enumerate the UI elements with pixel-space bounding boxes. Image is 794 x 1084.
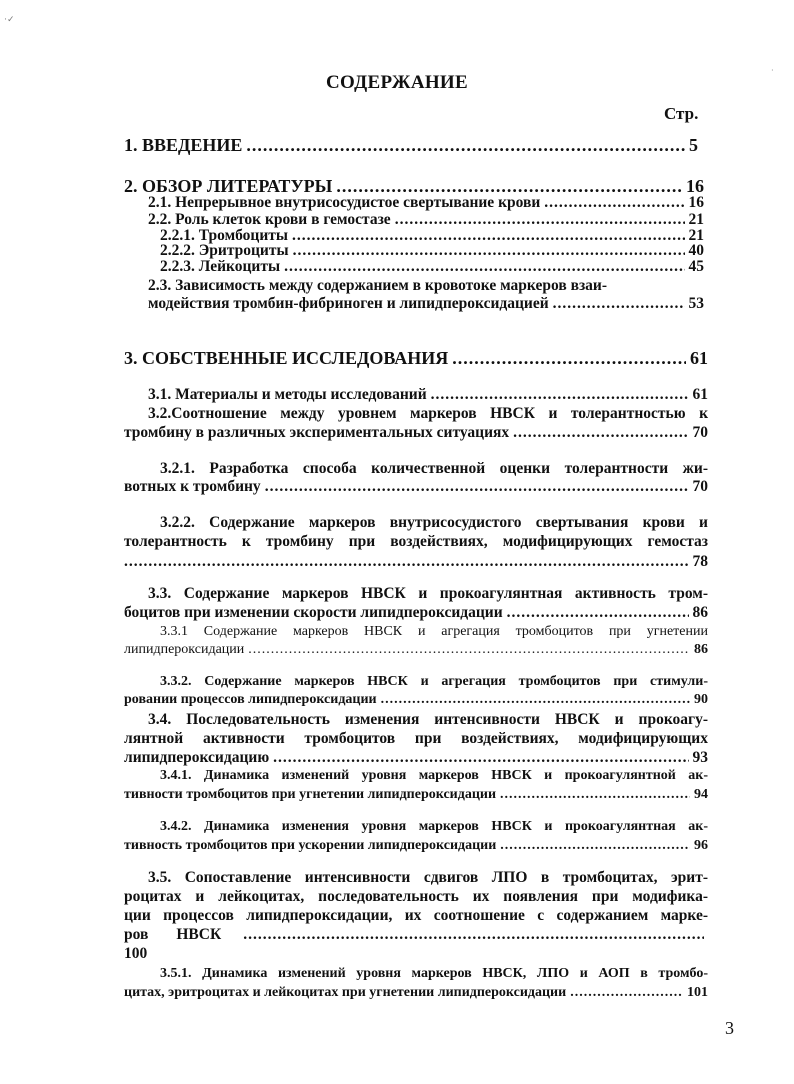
toc-leader-dots bbox=[500, 838, 690, 854]
toc-entry-page: 86 bbox=[692, 604, 708, 621]
toc-entry-3-4-line2: лянтной активности тромбоцитов при воздействиях, модифицирующих bbox=[124, 730, 708, 747]
toc-entry-page: 78 bbox=[692, 553, 708, 570]
toc-entry-page: 93 bbox=[692, 749, 708, 766]
toc-entry-title: 2.2.1. Тромбоциты bbox=[160, 227, 289, 244]
toc-entry-3-3-line1: 3.3. Содержание маркеров НВСК и прокоагулянтная активность тром- bbox=[148, 585, 708, 602]
toc-entry-page: 100 bbox=[124, 945, 148, 962]
toc-entry-title: цитах, эритроцитах и лейкоцитах при угнетении липидпероксидации bbox=[124, 985, 567, 1000]
toc-entry-3-2-1[interactable] bbox=[124, 478, 708, 496]
toc-entry-title: НВСК bbox=[176, 926, 222, 943]
toc-leader-dots bbox=[507, 604, 689, 622]
toc-entry-page: 5 bbox=[689, 135, 698, 155]
toc-entry-3-2-2-line1: 3.2.2. Содержание маркеров внутрисосудистого свертывания крови и bbox=[160, 514, 708, 531]
page-number: 3 bbox=[725, 1018, 734, 1038]
toc-entry-3-4-2[interactable] bbox=[124, 838, 708, 854]
toc-entry-page: 40 bbox=[688, 242, 704, 259]
toc-entry-3-5-line3: ции процессов липидпероксидации, их соотношение с содержанием марке- bbox=[124, 907, 708, 924]
toc-entry-3-5-line1: 3.5. Сопоставление интенсивности сдвигов ЛПО в тромбоцитах, эрит- bbox=[148, 869, 708, 886]
toc-entry-title: ров bbox=[124, 926, 149, 943]
toc-entry-2-2-3[interactable] bbox=[160, 258, 704, 276]
toc-entry-title: 2.2.3. Лейкоциты bbox=[160, 258, 281, 275]
toc-leader-dots bbox=[431, 386, 689, 404]
toc-entry-3-3[interactable] bbox=[124, 604, 708, 622]
toc-entry-title: липидпероксидации bbox=[124, 642, 245, 657]
toc-entry-3-5-1[interactable] bbox=[124, 985, 708, 1001]
toc-entry-page: 96 bbox=[694, 838, 708, 853]
toc-entry-3-3-1-line1: 3.3.1 Содержание маркеров НВСК и агрегация тромбоцитов при угнетении bbox=[160, 624, 708, 639]
toc-entry-title: ровании процессов липидпероксидации bbox=[124, 692, 377, 707]
scan-speck: · bbox=[771, 66, 774, 75]
toc-leader-dots bbox=[265, 478, 689, 496]
page-title: СОДЕРЖАНИЕ bbox=[326, 72, 468, 93]
toc-entry-2-3[interactable] bbox=[148, 295, 704, 313]
toc-entry-title: липидпероксидацию bbox=[124, 749, 270, 766]
toc-entry-title: тивность тромбоцитов при ускорении липидпероксидации bbox=[124, 838, 497, 853]
toc-leader-dots bbox=[381, 692, 690, 708]
toc-leader-dots bbox=[124, 553, 689, 571]
toc-leader-dots bbox=[284, 258, 684, 276]
toc-leader-dots bbox=[544, 194, 684, 212]
toc-leader-dots bbox=[500, 787, 690, 803]
toc-entry-3-3-2[interactable] bbox=[124, 692, 708, 708]
toc-leader-dots bbox=[273, 749, 688, 767]
toc-leader-dots bbox=[243, 926, 704, 944]
toc-entry-3-4[interactable] bbox=[124, 749, 708, 767]
toc-entry-title: вотных к тромбину bbox=[124, 478, 261, 495]
scan-speck: ·✓ bbox=[4, 14, 15, 24]
toc-entry-title: 1. ВВЕДЕНИЕ bbox=[124, 135, 243, 155]
toc-entry-title: тромбину в различных экспериментальных ситуациях bbox=[124, 424, 510, 441]
toc-entry-page: 90 bbox=[694, 692, 708, 707]
toc-entry-page: 61 bbox=[690, 348, 708, 368]
toc-entry-page: 16 bbox=[688, 194, 704, 211]
toc-leader-dots bbox=[553, 295, 685, 313]
toc-entry-title: тивности тромбоцитов при угнетении липидпероксидации bbox=[124, 787, 497, 802]
toc-leader-dots bbox=[248, 642, 690, 658]
toc-entry-1[interactable] bbox=[124, 135, 698, 156]
toc-entry-3-2-1-line1: 3.2.1. Разработка способа количественной оценки толерантности жи- bbox=[160, 460, 708, 477]
toc-entry-3-5-line2: роцитах и лейкоцитах, последовательность их появления при модифика- bbox=[124, 888, 708, 905]
toc-entry-page: 61 bbox=[692, 386, 708, 403]
toc-entry-2-3-line1: 2.3. Зависимость между содержанием в кровотоке маркеров взаи- bbox=[148, 277, 608, 294]
toc-entry-page: 70 bbox=[692, 478, 708, 495]
toc-entry-3-4-line1: 3.4. Последовательность изменения интенсивности НВСК и прокоагу- bbox=[148, 711, 708, 728]
page-column-label: Стр. bbox=[664, 104, 699, 123]
toc-entry-title: модействия тромбин-фибриноген и липидпероксидацией bbox=[148, 295, 549, 312]
toc-entry-3-2[interactable] bbox=[124, 424, 708, 442]
toc-entry-3-4-1[interactable] bbox=[124, 787, 708, 803]
toc-entry-page: 21 bbox=[688, 227, 704, 244]
toc-entry-title: 2.1. Непрерывное внутрисосудистое свертывание крови bbox=[148, 194, 541, 211]
toc-entry-title: 3.1. Материалы и методы исследований bbox=[148, 386, 427, 403]
toc-entry-title: 2. ОБЗОР ЛИТЕРАТУРЫ bbox=[124, 176, 333, 196]
toc-entry-page: 16 bbox=[686, 176, 704, 196]
toc-entry-title: 2.2. Роль клеток крови в гемостазе bbox=[148, 211, 391, 228]
toc-leader-dots bbox=[246, 135, 685, 156]
toc-entry-title: 3. СОБСТВЕННЫЕ ИССЛЕДОВАНИЯ bbox=[124, 348, 449, 368]
toc-entry-3-2-2[interactable] bbox=[124, 553, 708, 571]
toc-entry-title: 2.2.2. Эритроциты bbox=[160, 242, 289, 259]
toc-entry-3-5[interactable] bbox=[124, 926, 708, 944]
toc-entry-page: 53 bbox=[688, 295, 704, 312]
toc-entry-page: 86 bbox=[694, 642, 708, 657]
toc-leader-dots bbox=[513, 424, 688, 442]
toc-entry-3[interactable] bbox=[124, 348, 708, 369]
toc-leader-dots bbox=[570, 985, 683, 1001]
toc-entry-3-2-line1: 3.2.Соотношение между уровнем маркеров НВСК и толерантностью к bbox=[148, 405, 708, 422]
toc-entry-page: 70 bbox=[692, 424, 708, 441]
toc-entry-3-3-1[interactable] bbox=[124, 642, 708, 658]
toc-entry-page: 45 bbox=[688, 258, 704, 275]
toc-entry-page: 94 bbox=[694, 787, 708, 802]
toc-entry-3-3-2-line1: 3.3.2. Содержание маркеров НВСК и агрегация тромбоцитов при стимули- bbox=[160, 674, 708, 689]
toc-entry-3-4-1-line1: 3.4.1. Динамика изменений уровня маркеров НВСК и прокоагулянтной ак- bbox=[160, 768, 708, 783]
toc-entry-title: боцитов при изменении скорости липидпероксидации bbox=[124, 604, 503, 621]
toc-entry-3-2-2-line2: толерантность к тромбину при воздействиях, модифицирующих гемостаз bbox=[124, 533, 708, 550]
toc-entry-page: 101 bbox=[687, 985, 708, 1000]
toc-entry-page: 21 bbox=[688, 211, 704, 228]
toc-entry-2-1[interactable] bbox=[148, 194, 704, 212]
toc-entry-3-1[interactable] bbox=[148, 386, 708, 404]
toc-leader-dots bbox=[452, 348, 686, 369]
toc-entry-3-4-2-line1: 3.4.2. Динамика изменения уровня маркеров НВСК и прокоагулянтная ак- bbox=[160, 819, 708, 834]
toc-entry-3-5-1-line1: 3.5.1. Динамика изменений уровня маркеров НВСК, ЛПО и АОП в тромбо- bbox=[160, 966, 708, 981]
